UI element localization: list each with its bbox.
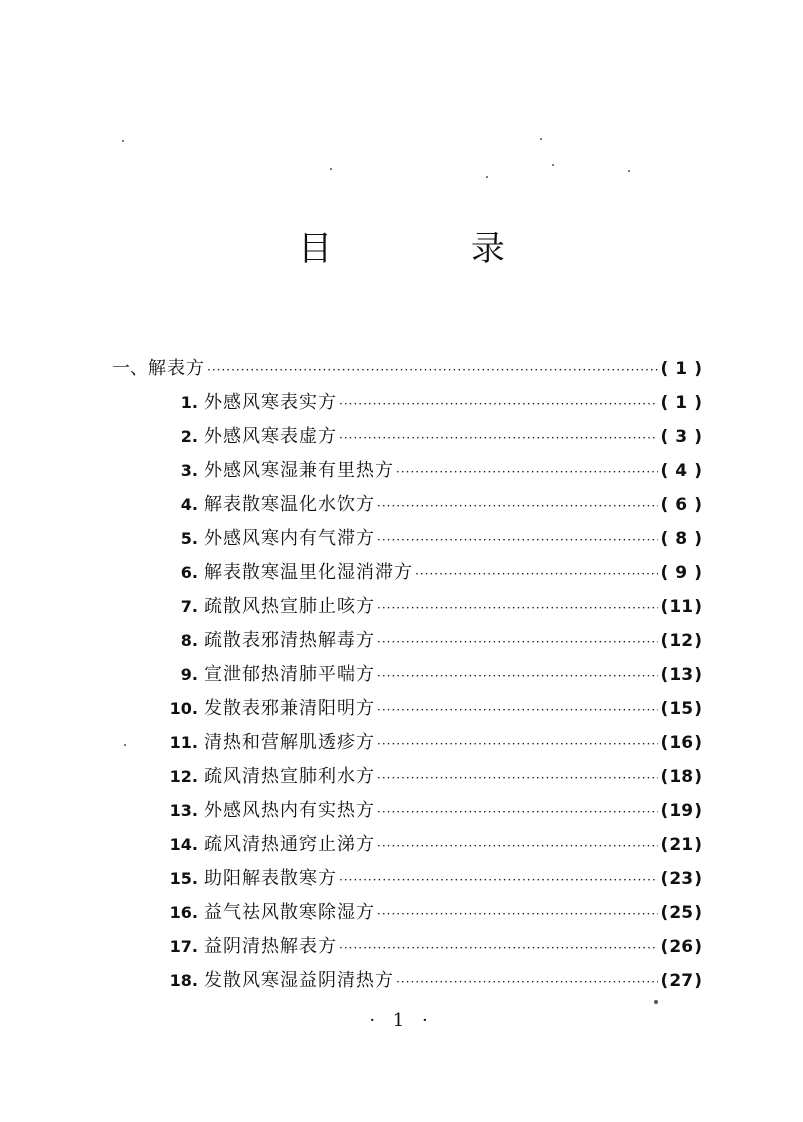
toc-item-number: 8. [180,631,198,650]
toc-item-title: 外感风寒表虚方 [204,426,337,447]
toc-item-number: 9. [180,665,198,684]
toc-item-page: (25) [660,903,702,923]
toc-item-page: ( 4 ) [660,461,702,481]
toc-item-page: (19) [660,801,702,821]
toc-item-page: ( 8 ) [660,529,702,549]
toc-item-title: 外感风寒湿兼有里热方 [204,460,394,481]
toc-item-page: ( 3 ) [660,427,702,447]
page-number-footer: · 1 · [369,1010,434,1031]
dot-leader [339,421,658,455]
toc-item-title: 外感风寒表实方 [204,392,337,413]
toc-item-page: (21) [660,835,702,855]
toc-item-row[interactable] [112,794,702,828]
toc-item-page: ( 6 ) [660,495,702,515]
dot-leader [207,353,658,387]
toc-item-row[interactable] [112,522,702,556]
dot-leader [377,659,658,693]
toc-item-row[interactable] [112,590,702,624]
section-page: ( 1 ) [660,359,702,379]
toc-item-row[interactable] [112,556,702,590]
toc-item-row[interactable] [112,624,702,658]
toc-item-number: 11. [169,733,198,752]
toc-item-number: 10. [169,699,198,718]
toc-item-number: 15. [169,869,198,888]
toc-item-row[interactable] [112,862,702,896]
toc-item-row[interactable] [112,386,702,420]
toc-item-title: 疏风清热通窍止涕方 [204,834,375,855]
toc-item-number: 17. [169,937,198,956]
toc-item-number: 7. [180,597,198,616]
toc-item-row[interactable] [112,828,702,862]
toc-item-number: 12. [169,767,198,786]
dot-leader [377,761,658,795]
toc-item-page: (12) [660,631,702,651]
dot-leader [377,727,658,761]
toc-item-row[interactable] [112,930,702,964]
toc-item-row[interactable] [112,488,702,522]
section-title: 解表方 [148,358,205,379]
toc-item-title: 外感风寒内有气滞方 [204,528,375,549]
toc-item-title: 疏散表邪清热解毒方 [204,630,375,651]
toc-item-number: 16. [169,903,198,922]
dot-leader [377,693,658,727]
toc-item-number: 3. [180,461,198,480]
toc-item-title: 疏风清热宣肺利水方 [204,766,375,787]
toc-item-title: 益阴清热解表方 [204,936,337,957]
toc-item-row[interactable] [112,964,702,998]
toc-item-row[interactable] [112,692,702,726]
toc-item-title: 疏散风热宣肺止咳方 [204,596,375,617]
toc-item-title: 发散风寒湿益阴清热方 [204,970,394,991]
dot-leader [377,795,658,829]
dot-leader [339,863,658,897]
section-number: 一、 [112,358,148,379]
toc-section-row[interactable] [112,352,702,386]
toc-item-title: 外感风热内有实热方 [204,800,375,821]
toc-item-row[interactable] [112,658,702,692]
dot-leader [415,557,658,591]
dot-leader [339,931,658,965]
toc-item-page: (23) [660,869,702,889]
toc-item-row[interactable] [112,760,702,794]
toc-item-title: 益气祛风散寒除湿方 [204,902,375,923]
dot-leader [377,489,658,523]
dot-leader [396,965,658,999]
toc-item-page: (13) [660,665,702,685]
toc-item-page: (18) [660,767,702,787]
table-of-contents [112,352,702,998]
toc-item-page: (27) [660,971,702,991]
toc-item-title: 发散表邪兼清阳明方 [204,698,375,719]
dot-leader [377,897,658,931]
toc-item-page: (26) [660,937,702,957]
toc-item-row[interactable] [112,726,702,760]
toc-item-number: 14. [169,835,198,854]
toc-item-page: (15) [660,699,702,719]
toc-item-row[interactable] [112,420,702,454]
toc-item-title: 宣泄郁热清肺平喘方 [204,664,375,685]
toc-item-row[interactable] [112,896,702,930]
dot-leader [396,455,658,489]
toc-item-title: 助阳解表散寒方 [204,868,337,889]
toc-item-row[interactable] [112,454,702,488]
toc-item-number: 6. [180,563,198,582]
toc-item-page: ( 1 ) [660,393,702,413]
toc-item-number: 2. [180,427,198,446]
toc-item-page: (11) [660,597,702,617]
page-title: 目 录 [298,229,569,269]
toc-item-number: 18. [169,971,198,990]
toc-item-title: 解表散寒温里化湿消滞方 [204,562,413,583]
dot-leader [377,625,658,659]
toc-item-number: 5. [180,529,198,548]
dot-leader [377,591,658,625]
dot-leader [377,829,658,863]
toc-item-number: 4. [180,495,198,514]
toc-item-number: 1. [180,393,198,412]
toc-item-title: 解表散寒温化水饮方 [204,494,375,515]
toc-item-page: ( 9 ) [660,563,702,583]
dot-leader [377,523,658,557]
toc-item-number: 13. [169,801,198,820]
dot-leader [339,387,658,421]
toc-item-page: (16) [660,733,702,753]
toc-item-title: 清热和营解肌透疹方 [204,732,375,753]
